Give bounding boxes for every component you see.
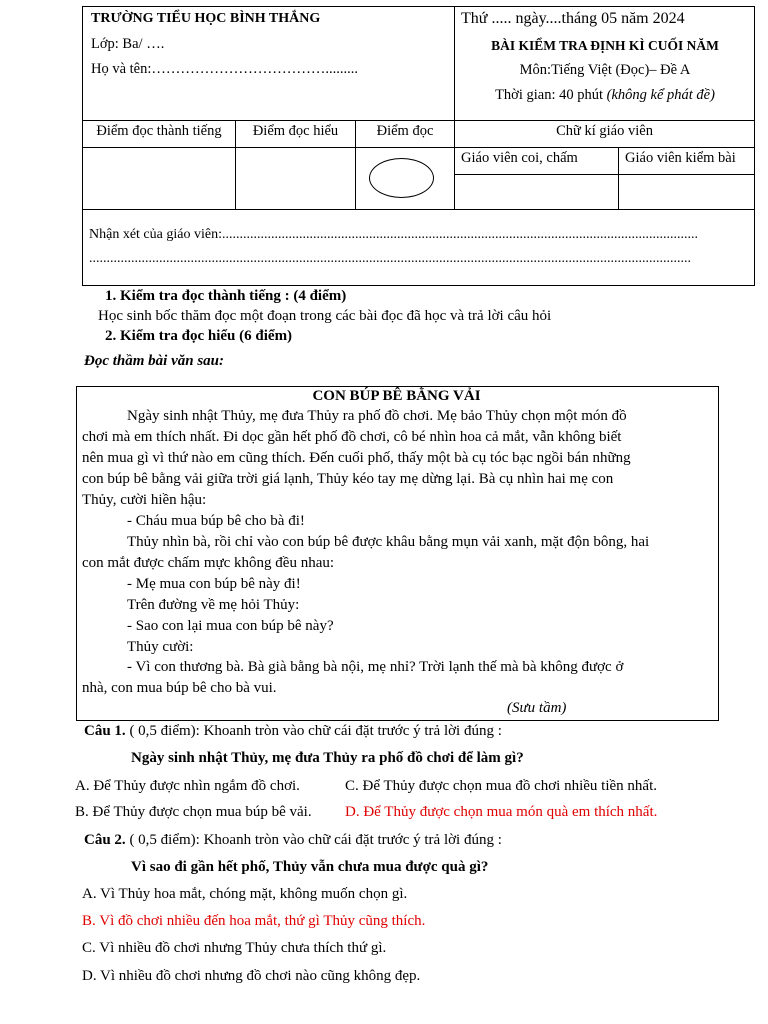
question1-option-d-correct[interactable]: D. Để Thủy được chọn mua món quà em thích nhất.	[345, 804, 658, 820]
question1-option-a[interactable]: A. Để Thủy được nhìn ngắm đồ chơi.	[75, 778, 300, 794]
story-line: con mắt được chấm mực không đều nhau:	[82, 555, 335, 571]
question2-option-c[interactable]: C. Vì nhiều đồ chơi nhưng Thủy chưa thích thứ gì.	[82, 940, 387, 956]
story-line: - Mẹ mua con búp bê này đi!	[127, 576, 301, 592]
story-line: - Vì con thương bà. Bà già bằng bà nội, mẹ nhỉ? Trời lạnh thế mà bà không được ở	[127, 659, 624, 675]
question1-option-b[interactable]: B. Để Thủy được chọn mua búp bê vải.	[75, 804, 312, 820]
teacher-signature-header: Chữ kí giáo viên	[455, 121, 755, 148]
exam-subject: Môn:Tiếng Việt (Đọc)– Đề A	[519, 62, 691, 78]
teacher-comment-label: Nhận xét của giáo viên:........................................................................................................................................	[89, 227, 698, 242]
score-reading-comp-cell	[236, 148, 356, 210]
story-line: nhà, con mua búp bê cho bà vui.	[82, 680, 277, 696]
teacher-comment-cell	[83, 210, 755, 286]
score-reading-aloud-header: Điểm đọc thành tiếng	[83, 121, 236, 148]
checker-signature-cell	[619, 175, 755, 210]
story-line: con búp bê bằng vải giữa trời giá lạnh, Thủy kéo tay mẹ dừng lại. Bà cụ nhìn hai mẹ con	[82, 471, 614, 487]
score-reading-cell	[356, 148, 455, 210]
exam-header-table	[82, 6, 755, 286]
exam-duration: Thời gian: 40 phút (không kể phát đề)	[495, 87, 715, 103]
proctor-header: Giáo viên coi, chấm	[455, 148, 619, 175]
question2-option-b-correct[interactable]: B. Vì đồ chơi nhiều đến hoa mắt, thứ gì Thủy cũng thích.	[82, 913, 426, 929]
story-line: - Sao con lại mua con búp bê này?	[127, 618, 334, 634]
exam-date-line: Thứ ..... ngày....tháng 05 năm 2024	[461, 10, 685, 27]
story-line: Thủy nhìn bà, rồi chỉ vào con búp bê được khâu bằng mụn vải xanh, mặt độn bông, hai	[127, 534, 650, 550]
score-oval	[369, 158, 434, 198]
reading-instruction: Đọc thầm bài văn sau:	[84, 353, 225, 369]
score-reading-header: Điểm đọc	[356, 121, 455, 148]
school-name: TRƯỜNG TIỂU HỌC BÌNH THẮNG	[91, 11, 321, 26]
story-line: Thủy, cười hiền hậu:	[82, 492, 207, 508]
section1-desc: Học sinh bốc thăm đọc một đoạn trong các bài đọc đã học và trả lời câu hỏi	[98, 308, 552, 324]
story-line: nên mua gì vì thứ nào em cũng thích. Đến cuối phố, thấy một bà cụ tóc bạc ngồi bán những	[82, 450, 631, 466]
question2-header: Câu 2. ( 0,5 điểm): Khoanh tròn vào chữ cái đặt trước ý trả lời đúng :	[84, 832, 502, 848]
story-line: Ngày sinh nhật Thủy, mẹ đưa Thủy ra phố đồ chơi. Mẹ bảo Thủy chọn một món đồ	[127, 408, 627, 424]
question1-text: Ngày sinh nhật Thủy, mẹ đưa Thủy ra phố đồ chơi để làm gì?	[131, 750, 524, 766]
teacher-comment-dots: ............................................................................................................................................................................	[89, 251, 691, 266]
question2-text: Vì sao đi gần hết phố, Thủy vẫn chưa mua được quà gì?	[131, 859, 489, 875]
question2-option-d[interactable]: D. Vì nhiều đồ chơi nhưng đồ chơi nào cũng không đẹp.	[82, 968, 421, 984]
story-title: CON BÚP BÊ BẰNG VẢI	[312, 388, 481, 404]
checker-header: Giáo viên kiểm bài	[619, 148, 755, 175]
question2-option-a[interactable]: A. Vì Thủy hoa mắt, chóng mặt, không muốn chọn gì.	[82, 886, 408, 902]
class-label: Lớp: Ba/ ….	[91, 36, 165, 52]
score-reading-comp-header: Điểm đọc hiểu	[236, 121, 356, 148]
student-info-cell	[83, 7, 455, 121]
exam-info-cell	[455, 7, 755, 121]
question1-header: Câu 1. ( 0,5 điểm): Khoanh tròn vào chữ cái đặt trước ý trả lời đúng :	[84, 723, 502, 739]
story-line: chơi mà em thích nhất. Đi dọc gần hết phố đồ chơi, cô bé nhìn hoa cả mắt, vẫn không biết	[82, 429, 622, 445]
student-name-label: Họ và tên:……………………………….........	[91, 61, 359, 77]
story-line: Trên đường về mẹ hỏi Thủy:	[127, 597, 300, 613]
section1-title: 1. Kiểm tra đọc thành tiếng : (4 điểm)	[105, 288, 347, 304]
section2-title: 2. Kiểm tra đọc hiểu (6 điểm)	[105, 328, 293, 344]
question1-option-c[interactable]: C. Để Thủy được chọn mua đồ chơi nhiều tiền nhất.	[345, 778, 657, 794]
story-source: (Sưu tầm)	[507, 700, 567, 716]
story-line: Thủy cười:	[127, 639, 194, 655]
exam-title: BÀI KIỂM TRA ĐỊNH KÌ CUỐI NĂM	[491, 38, 719, 53]
story-line: - Cháu mua búp bê cho bà đi!	[127, 513, 305, 529]
score-reading-aloud-cell	[83, 148, 236, 210]
proctor-signature-cell	[455, 175, 619, 210]
